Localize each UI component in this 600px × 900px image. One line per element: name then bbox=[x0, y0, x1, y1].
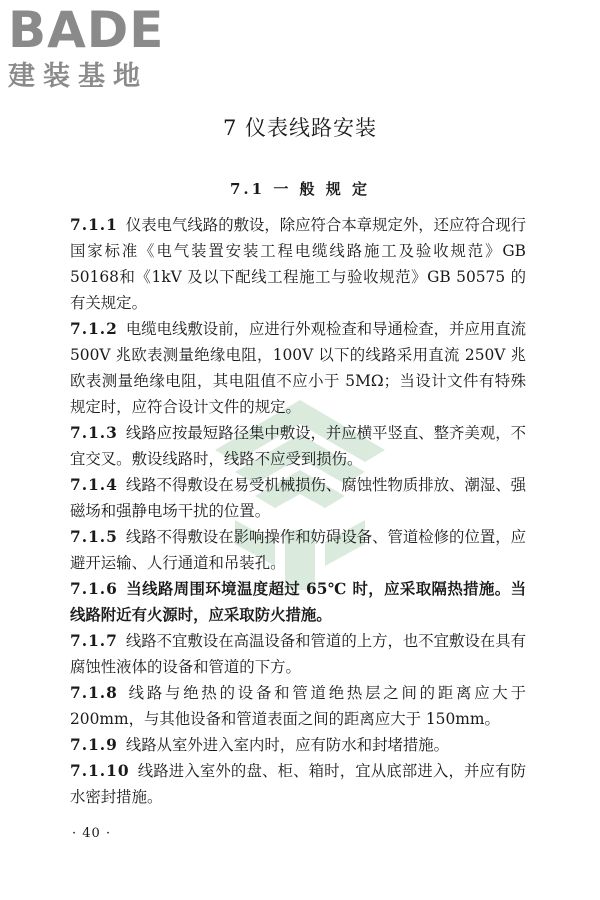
clause-7-1-8 bbox=[70, 680, 526, 732]
clause-7-1-3 bbox=[70, 420, 526, 472]
clause-text: 线路不得敷设在易受机械损伤、腐蚀性物质排放、潮湿、强磁场和强静电场干扰的位置。 bbox=[70, 476, 527, 520]
clause-7-1-2 bbox=[70, 316, 526, 420]
chapter-title: 7 仪表线路安装 bbox=[222, 116, 378, 140]
clause-7-1-1 bbox=[70, 212, 526, 316]
clause-7-1-7 bbox=[70, 628, 526, 680]
clause-number: 7.1.1 bbox=[70, 216, 118, 234]
clause-7-1-6 bbox=[70, 576, 526, 628]
clause-list bbox=[70, 212, 526, 810]
clause-number: 7.1.3 bbox=[70, 424, 118, 442]
clause-7-1-4 bbox=[70, 472, 526, 524]
clause-text: 线路应按最短路径集中敷设，并应横平竖直、整齐美观，不宜交叉。敷设线路时，线路不应受到损伤。 bbox=[70, 424, 527, 468]
page-number: · 40 · bbox=[72, 826, 112, 841]
clause-text: 线路不得敷设在影响操作和妨碍设备、管道检修的位置，应避开运输、人行通道和吊装孔。 bbox=[70, 528, 527, 572]
clause-number: 7.1.6 bbox=[70, 580, 118, 598]
clause-text: 线路进入室外的盘、柜、箱时，宜从底部进入，并应有防水密封措施。 bbox=[70, 762, 526, 806]
clause-text: 当线路周围环境温度超过 65℃ 时，应采取隔热措施。当线路附近有火源时，应采取防火措施。 bbox=[70, 580, 526, 624]
clause-number: 7.1.7 bbox=[70, 632, 118, 650]
clause-text: 线路与绝热的设备和管道绝热层之间的距离应大于 200mm，与其他设备和管道表面之间的距离应大于 150mm。 bbox=[70, 684, 526, 728]
clause-text: 线路不宜敷设在高温设备和管道的上方，也不宜敷设在具有腐蚀性液体的设备和管道的下方。 bbox=[70, 632, 527, 676]
clause-text: 线路从室外进入室内时，应有防水和封堵措施。 bbox=[125, 736, 450, 754]
clause-number: 7.1.5 bbox=[70, 528, 118, 546]
clause-number: 7.1.2 bbox=[70, 320, 118, 338]
logo-subtitle: 建装基地 bbox=[8, 61, 148, 92]
clause-number: 7.1.8 bbox=[70, 684, 118, 702]
brand-logo bbox=[8, 1, 178, 96]
clause-7-1-5 bbox=[70, 524, 526, 576]
clause-text: 仪表电气线路的敷设，除应符合本章规定外，还应符合现行国家标准《电气装置安装工程电缆线路施工及验收规范》GB 50168和《1kV 及以下配线工程施工与验收规范》GB 50575 的有关规定。 bbox=[70, 216, 527, 312]
clause-7-1-9 bbox=[70, 732, 526, 758]
clause-number: 7.1.9 bbox=[70, 736, 118, 754]
section-title: 7.1 一 般 规 定 bbox=[230, 180, 370, 198]
clause-number: 7.1.10 bbox=[70, 762, 130, 780]
logo-wordmark: BADE bbox=[8, 1, 165, 59]
clause-7-1-10 bbox=[70, 758, 526, 810]
clause-text: 电缆电线敷设前，应进行外观检查和导通检查，并应用直流 500V 兆欧表测量绝缘电阻，100V 以下的线路采用直流 250V 兆欧表测量绝缘电阻，其电阻值不应小于 5MΩ；当设计文件有特殊规定时，应符合设计文件的规定。 bbox=[70, 320, 527, 416]
clause-number: 7.1.4 bbox=[70, 476, 118, 494]
